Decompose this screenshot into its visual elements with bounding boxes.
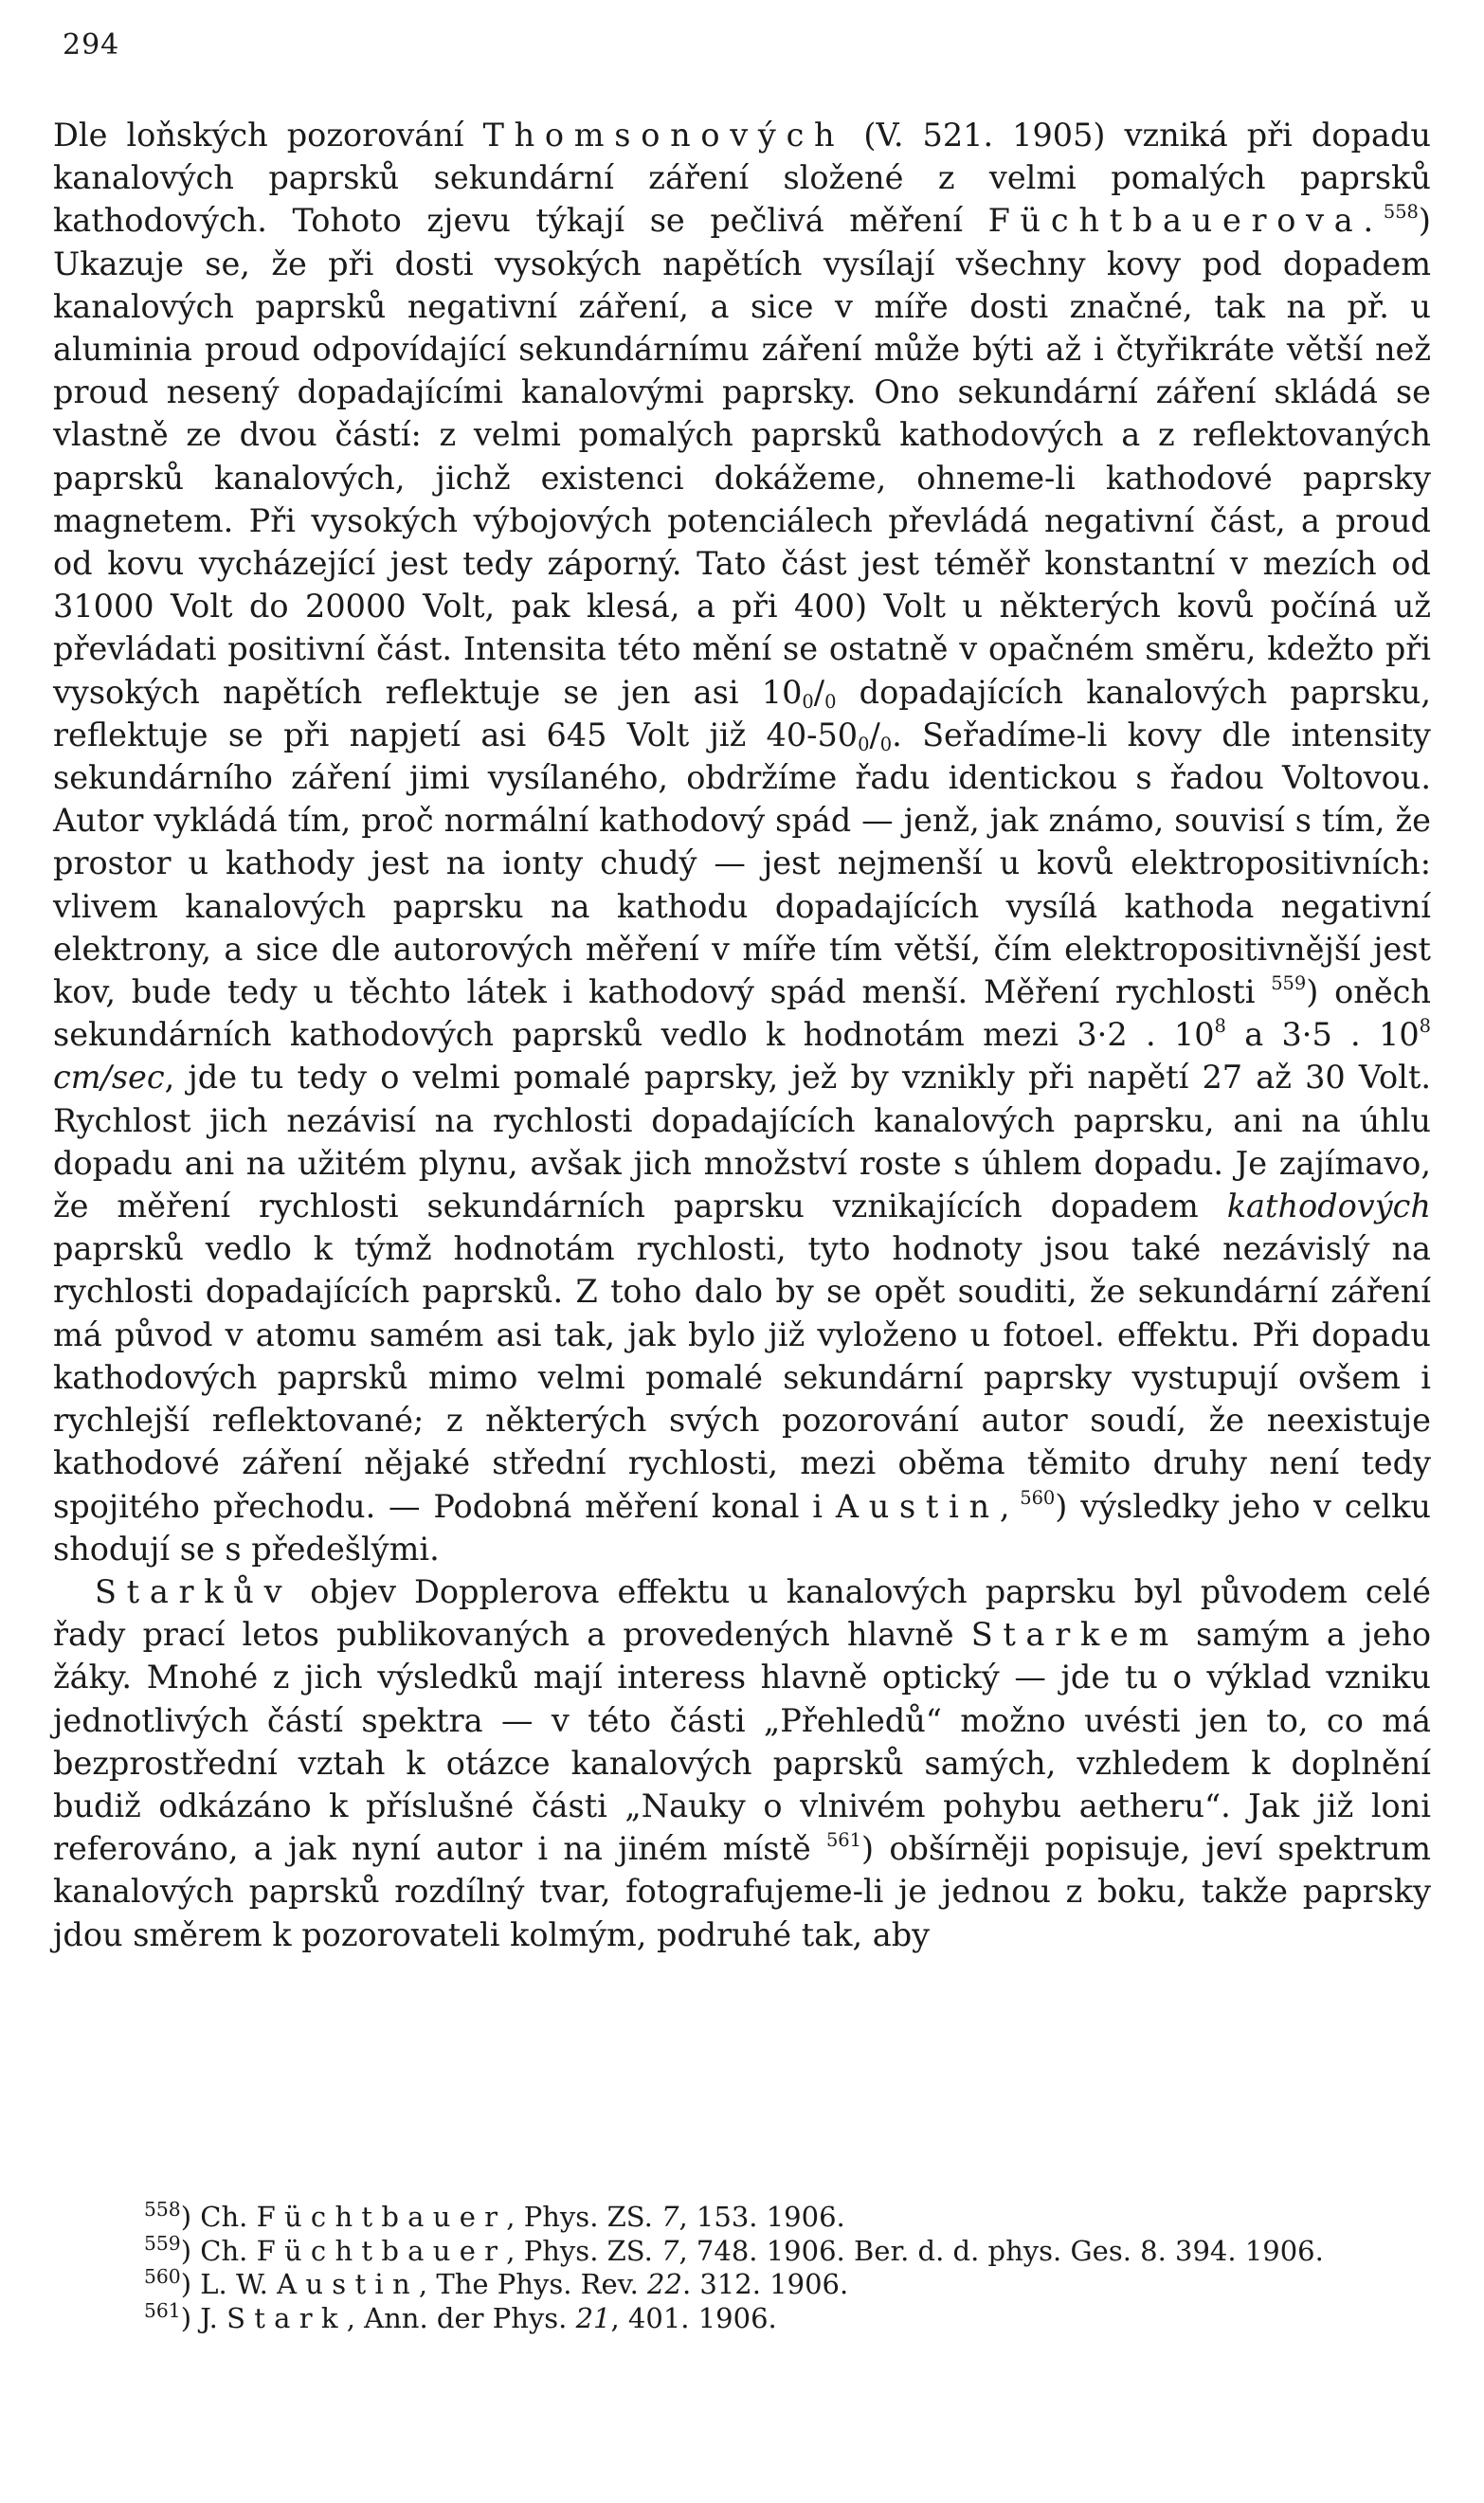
text-run: dopadajících kanalových paprsku, reflektuje se při napjetí asi 645 Volt již 40-50 — [53, 673, 1431, 753]
spaced-name: Starkův — [95, 1572, 293, 1610]
spaced-name: Austin — [277, 2268, 419, 2300]
text-run: / — [869, 716, 880, 753]
text-run: , Phys. ZS. — [506, 2234, 662, 2267]
text-run: Dle loňských pozorování — [53, 117, 483, 154]
text-run: objev Dopplerova effektu u kanalových paprsku byl původem celé řady prací letos publikovaných a provedených hlavně — [53, 1572, 1431, 1654]
percent-mark: 0 — [879, 733, 893, 755]
text-run: ) obšírněji popisuje, jeví spektrum kanalových paprsků rozdílný tvar, fotografujeme-li je jednou z boku, takže paprsky jdou směrem k pozorovateli kolmým, podruhé tak, aby — [53, 1830, 1431, 1953]
body-text — [53, 114, 1431, 1956]
volume-number: 21 — [575, 2301, 611, 2334]
footnote-ref: 560 — [1020, 1486, 1056, 1509]
text-run: ) Ch. — [180, 2234, 257, 2267]
footnote-number: 558 — [144, 2197, 181, 2221]
footnote-ref: 561 — [825, 1829, 862, 1852]
text-run: , 401. 1906. — [610, 2301, 777, 2334]
volume-number: 7 — [661, 2201, 679, 2233]
spaced-name: Füchtbauer — [256, 2201, 507, 2233]
footnotes — [53, 2197, 1431, 2335]
footnote-ref: 559 — [1271, 972, 1307, 995]
text-run: ) oněch sekundárních kathodových paprsků vedlo k hodnotám mezi 3·2 . 10 — [53, 973, 1431, 1054]
text-run: , jde tu tedy o velmi pomalé paprsky, jež by vznikly při napětí 27 až 30 Volt. Rychlost jich nezávisí na rychlosti dopadajících kanalových paprsku, ani na úhlu dopadu ani na užitém plynu, avšak jich množství roste s úhlem dopadu. Je zajímavo, že měření rychlosti sekundárních paprsku vznikajících dopadem — [53, 1059, 1431, 1225]
footnote — [53, 2298, 1431, 2336]
text-run: . 312. 1906. — [681, 2268, 849, 2300]
footnote-number: 560 — [144, 2264, 181, 2288]
percent-mark: 0 — [858, 733, 870, 755]
text-run: , Phys. ZS. — [506, 2201, 662, 2233]
percent-mark: 0 — [824, 690, 837, 713]
footnote — [53, 2264, 1431, 2302]
page-number: 294 — [63, 28, 120, 62]
spaced-name: Füchtbauerova. — [987, 202, 1384, 240]
footnote — [53, 2197, 1431, 2235]
volume-number: 22 — [647, 2268, 682, 2300]
paragraph — [53, 114, 1431, 1570]
footnote-number: 559 — [144, 2231, 181, 2255]
text-run: ) Ukazuje se, že při dosti vysokých napětích vysílají všechny kovy pod dopadem kanalových paprsků negativní záření, a sice v míře dosti značné, tak na př. u aluminia proud odpovídající sekundárnímu záření může býti až i čtyřikráte větší než proud nesený dopadajícími kanalovými paprsky. Ono sekundární záření skládá se vlastně ze dvou částí: z velmi pomalých paprsků kathodových a z reflektovaných paprsků kanalových, jichž existenci dokážeme, ohneme-li kathodové paprsky magnetem. Při vysokých výbojových potenciálech převládá negativní část, a proud od kovu vycházející jest tedy záporný. Tato část jest téměř konstantní v mezích od 31000 Volt do 20000 Volt, pak klesá, a při 400) Volt u některých kovů počíná už převládati positivní část. Intensita této mění se ostatně v opačném směru, kdežto při vysokých napětích reflektuje se jen asi 10 — [53, 202, 1431, 711]
text-run: a 3·5 . 10 — [1225, 1016, 1420, 1054]
footnote-ref: 8 — [1419, 1015, 1431, 1038]
text-run: / — [813, 673, 825, 711]
text-run: ) Ch. — [180, 2201, 257, 2233]
text-run: ) L. W. — [180, 2268, 278, 2300]
text-run: ) J. — [180, 2301, 227, 2334]
text-run: paprsků vedlo k týmž hodnotám rychlosti, tyto hodnoty jsou také nezávislý na rychlosti dopadajících paprsků. Z toho dalo by se opět souditi, že sekundární záření má původ v atomu samém asi tak, jak bylo již vyloženo u fotoel. effektu. Při dopadu kathodových paprsků mimo velmi pomalé sekundární paprsky vystupují ovšem i rychlejší reflektované; z některých svých pozorování autor soudí, že neexistuje kathodové záření nějaké střední rychlosti, mezi oběma těmito druhy není tedy spojitého přechodu. — Podobná měření konal i — [53, 1230, 1431, 1525]
percent-mark: 0 — [802, 690, 814, 713]
text-run: , 153. 1906. — [679, 2201, 845, 2233]
footnote-ref: 558 — [1383, 201, 1419, 224]
text-run: , The Phys. Rev. — [418, 2268, 648, 2300]
italic-text: kathodových — [1226, 1188, 1431, 1225]
footnote-ref: 8 — [1214, 1015, 1226, 1038]
text-run: . Seřadíme-li kovy dle intensity sekundárního záření jimi vysílaného, obdržíme řadu identickou s řadou Voltovou. Autor vykládá tím, proč normální kathodový spád — jenž, jak známo, souvisí s tím, že prostor u kathody jest na ionty chudý — jest nejmenší u kovů elektropositivních: vlivem kanalových paprsku na kathodu dopadajících vysílá kathoda negativní elektrony, a sice dle autorových měření v míře tím větší, čím elektropositivnější jest kov, bude tedy u těchto látek i kathodový spád menší. Měření rychlosti — [53, 716, 1431, 1011]
text-run: samým a jeho žáky. Mnohé z jich výsledků mají interess hlavně optický — jde tu o výklad vzniku jednotlivých částí spektra — v této části „Přehledů“ možno uvésti jen to, co má bezprostřední vztah k otázce kanalových paprsků samých, vzhledem k doplnění budiž odkázáno k příslušné části „Nauky o vlnivém pohybu aetheru“. Jak již loni referováno, a jak nyní autor i na jiném místě — [53, 1616, 1431, 1868]
text-run: (V. 521. 1905) vzniká při dopadu kanalových paprsků sekundární záření složené z velmi pomalých paprsků kathodových. Tohoto zjevu týkají se pečlivá měření — [53, 117, 1431, 240]
footnote — [53, 2231, 1431, 2269]
spaced-name: Austin, — [835, 1487, 1021, 1525]
spaced-name: Stark — [226, 2301, 347, 2334]
text-run: ) výsledky jeho v celku shodují se s předešlými. — [53, 1487, 1431, 1568]
paragraph — [53, 1570, 1431, 1956]
text-run: , 748. 1906. Ber. d. d. phys. Ges. 8. 394. 1906. — [679, 2234, 1324, 2267]
text-run: , Ann. der Phys. — [346, 2301, 576, 2334]
footnote-number: 561 — [144, 2298, 181, 2322]
spaced-name: Füchtbauer — [256, 2234, 507, 2267]
italic-text: cm/sec — [53, 1059, 165, 1097]
spaced-name: Starkem — [970, 1616, 1180, 1654]
spaced-name: Thomsonových — [482, 117, 845, 154]
volume-number: 7 — [661, 2234, 679, 2267]
